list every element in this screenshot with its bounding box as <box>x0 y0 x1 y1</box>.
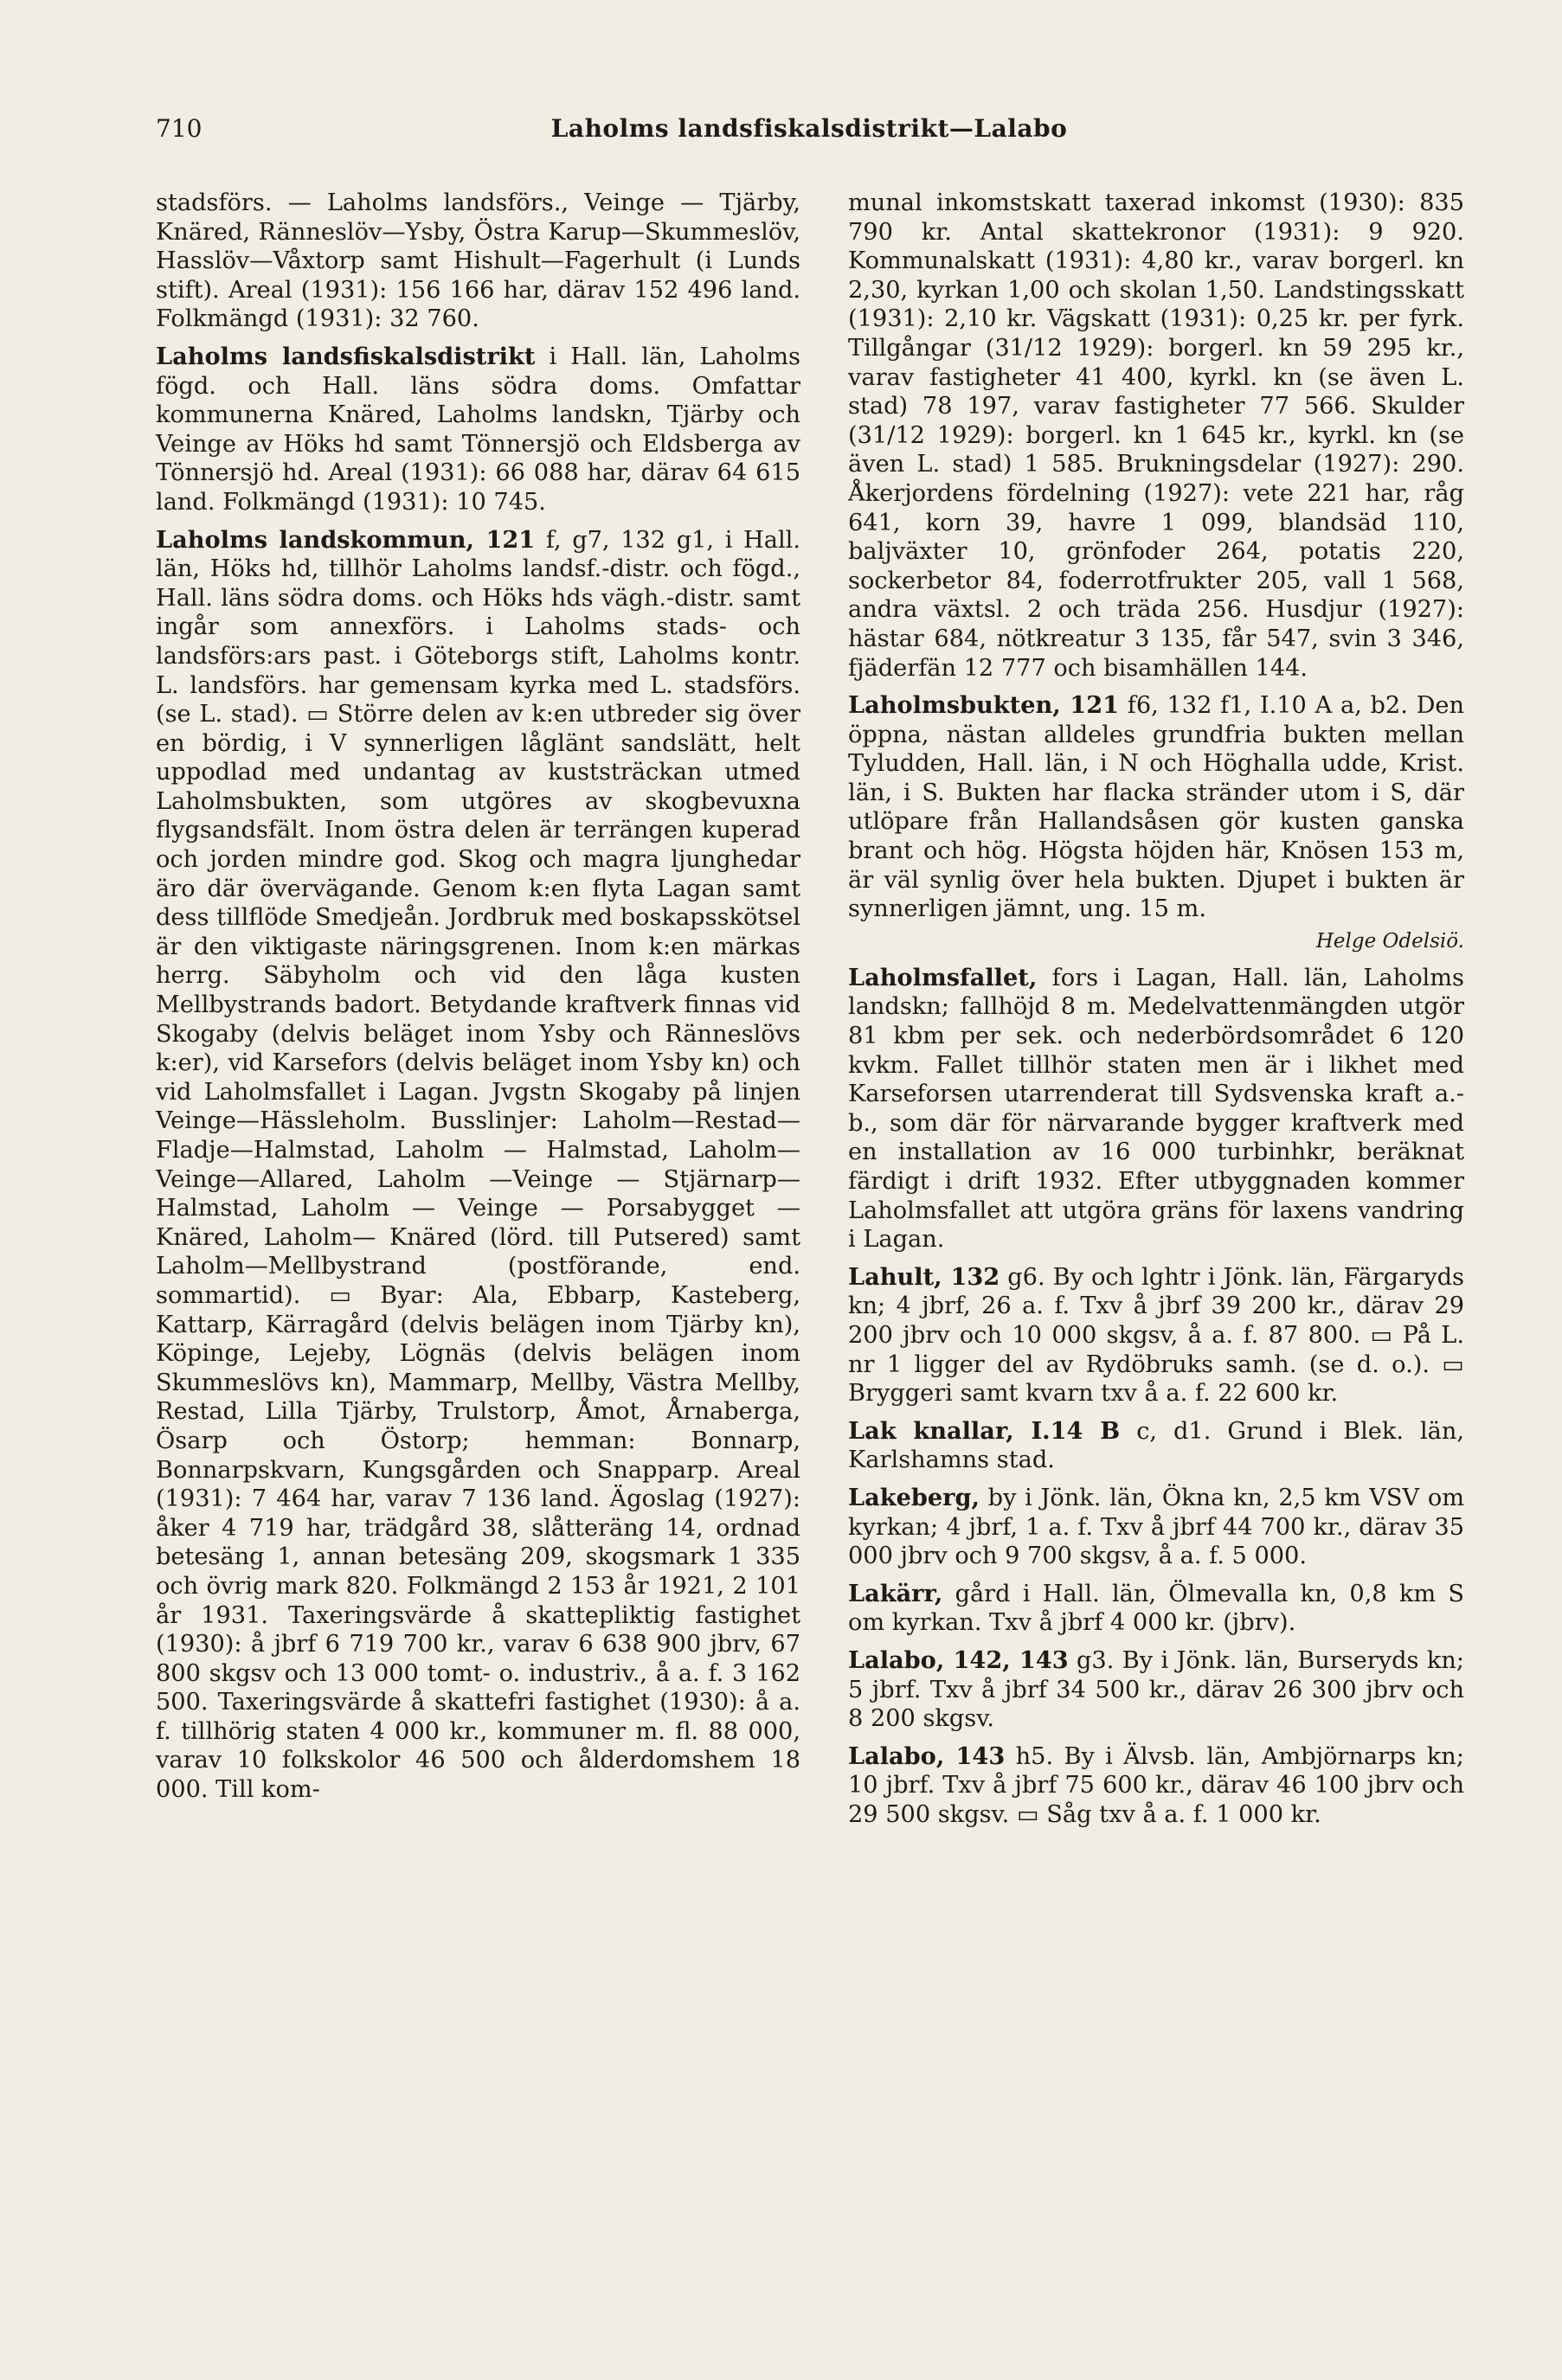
left-column <box>156 189 800 1813</box>
entry-text: fors i Lagan, Hall. län, Laholms landskn; fallhöjd 8 m. Medelvattenmängden utgör 81 kbm per sek. och nederbördsområdet 6 120 kvkm. Fallet tillhör staten men är i likhet med Karseforsen utarrenderat till Sydsvenska kraft a.-b., som där för närvarande bygger kraftverk med en installation av 16 000 turbinhkr, beräknat färdigt i drift 1932. Efter utbyggnaden kommer Laholmsfallet att utgöra gräns för laxens vandring i Lagan. <box>848 964 1464 1254</box>
entry-lalabo-alvsb <box>848 1742 1464 1830</box>
author-signature: Helge Odelsiö. <box>1315 929 1464 953</box>
entry-text: g6. By och lghtr i Jönk. län, Färgaryds kn; 4 jbrf, 26 a. f. Txv å jbrf 39 200 kr., därav 29 200 jbrv och 10 000 skgsv, å a. f. 87 800. ▭ På L. nr 1 ligger del av Rydöbruks samh. (se d. o.). ▭ Bryggeri samt kvarn txv å a. f. 22 600 kr. <box>848 1263 1464 1408</box>
entry-lakeberg <box>848 1484 1464 1571</box>
entry-continuation <box>848 189 1464 683</box>
entry-text: h5. By i Älvsb. län, Ambjörnarps kn; 10 jbrf. Txv å jbrf 75 600 kr., därav 46 100 jbrv och 29 500 skgsv. ▭ Såg txv å a. f. 1 000 kr. <box>848 1742 1464 1828</box>
page-header <box>156 114 1462 157</box>
entry-headword: Lahult, 132 <box>848 1262 1000 1291</box>
entry-text: by i Jönk. län, Ökna kn, 2,5 km VSV om kyrkan; 4 jbrf, 1 a. f. Txv å jbrf 44 700 kr., därav 35 000 jbrv och 9 700 skgsv, å a. f. 5 000. <box>848 1484 1464 1570</box>
page-number: 710 <box>156 114 202 143</box>
entry-laholmsbukten <box>848 691 1464 924</box>
entry-headword: Lakärr, <box>848 1579 943 1607</box>
running-head: Laholms landsfiskalsdistrikt—Lalabo <box>550 114 1068 143</box>
entry-text: f6, 132 f1, I.10 A a, b2. Den öppna, nästan alldeles grundfria bukten mellan Tyludden, Hall. län, i N och Höghalla udde, Krist. län, i S. Bukten har flacka stränder utom i S, där utlöpare från Hallandsåsen gör kusten ganska brant och hög. Högsta höjden här, Knösen 153 m, är väl synlig över hela bukten. Djupet i bukten är synnerligen jämnt, ung. 15 m. <box>848 692 1464 923</box>
entry-headword: Laholmsfallet, <box>848 963 1038 991</box>
entry-text: c, d1. Grund i Blek. län, Karlshamns stad. <box>848 1417 1464 1474</box>
entry-continuation <box>156 189 800 334</box>
entry-lak-knallar <box>848 1417 1464 1475</box>
entry-laholms-landskommun <box>156 526 800 1805</box>
right-column <box>848 189 1464 1838</box>
entry-lahult <box>848 1263 1464 1408</box>
entry-text: f, g7, 132 g1, i Hall. län, Höks hd, tillhör Laholms landsf.-distr. och fögd., Hall. läns södra doms. och Höks hds vägh.-distr. samt ingår som annexförs. i Laholms stads- och landsförs:ars past. i Göteborgs stift, Laholms kontr. L. landsförs. har gemensam kyrka med L. stadsförs. (se L. stad). ▭ Större delen av k:en utbreder sig över en bördig, i V synnerligen låglänt sandslätt, helt uppodlad med undantag av kuststräckan utmed Laholmsbukten, som utgöres av skogbevuxna flygsandsfält. Inom östra delen är terrängen kuperad och jorden mindre god. Skog och magra ljunghedar äro där övervägande. Genom k:en flyta Lagan samt dess tillflöde Smedjeån. Jordbruk med boskapsskötsel är den viktigaste näringsgrenen. Inom k:en märkas herrg. Säbyholm och vid den låga kusten Mellbystrands badort. Betydande kraftverk finnas vid Skogaby (delvis beläget inom Ysby och Ränneslövs k:er), vid Karsefors (delvis beläget inom Ysby kn) och vid Laholmsfallet i Lagan. Jvgstn Skogaby på linjen Veinge—Hässleholm. Busslinjer: Laholm—Restad—Fladje—Halmstad, Laholm — Halmstad, Laholm—Veinge—Allared, Laholm —Veinge — Stjärnarp—Halmstad, Laholm — Veinge — Porsabygget — Knäred, Laholm— Knäred (lörd. till Putsered) samt Laholm—Mellbystrand (postförande, end. sommartid). ▭ Byar: Ala, Ebbarp, Kasteberg, Kattarp, Kärragård (delvis belägen inom Tjärby kn), Köpinge, Lejeby, Lögnäs (delvis belägen inom Skummeslövs kn), Mammarp, Mellby, Västra Mellby, Restad, Lilla Tjärby, Trulstorp, Åmot, Årnaberga, Ösarp och Östorp; hemman: Bonnarp, Bonnarpskvarn, Kungsgården och Snapparp. Areal (1931): 7 464 har, varav 7 136 land. Ägoslag (1927): åker 4 719 har, trädgård 38, slåtteräng 14, ordnad betesäng 1, annan betesäng 209, skogsmark 1 335 och övrig mark 820. Folkmängd 2 153 år 1921, 2 101 år 1931. Taxeringsvärde å skattepliktig fastighet (1930): å jbrf 6 719 700 kr., varav 6 638 900 jbrv, 67 800 skgsv och 13 000 tomt- o. industriv., å a. f. 3 162 500. Taxeringsvärde å skattefri fastighet (1930): å a. f. tillhörig staten 4 000 kr., kommuner m. fl. 88 000, varav 10 folkskolor 46 500 och ålderdomshem 18 000. Till kom- <box>156 526 800 1804</box>
entry-headword: Laholmsbukten, 121 <box>848 691 1120 720</box>
entry-laholmsfallet <box>848 964 1464 1254</box>
entry-headword: Lakeberg, <box>848 1483 980 1511</box>
entry-headword: Lalabo, 143 <box>848 1742 1006 1770</box>
entry-text: g3. By i Jönk. län, Burseryds kn; 5 jbrf. Txv å jbrf 34 500 kr., därav 26 300 jbrv och 8 200 skgsv. <box>848 1646 1464 1733</box>
entry-text: munal inkomstskatt taxerad inkomst (1930): 835 790 kr. Antal skattekronor (1931): 9 920. Kommunalskatt (1931): 4,80 kr., varav borgerl. kn 2,30, kyrkan 1,00 och skolan 1,50. Landstingsskatt (1931): 2,10 kr. Vägskatt (1931): 0,25 kr. per fyrk. Tillgångar (31/12 1929): borgerl. kn 59 295 kr., varav fastigheter 41 400, kyrkl. kn (se även L. stad) 78 197, varav fastigheter 77 566. Skulder (31/12 1929): borgerl. kn 1 645 kr., kyrkl. kn (se även L. stad) 1 585. Brukningsdelar (1927): 290. Åkerjordens fördelning (1927): vete 221 har, råg 641, korn 39, havre 1 099, blandsäd 110, baljväxter 10, grönfoder 264, potatis 220, sockerbetor 84, foderrotfrukter 205, vall 1 568, andra växtsl. 2 och träda 256. Husdjur (1927): hästar 684, nötkreatur 3 135, får 547, svin 3 346, fjäderfän 12 777 och bisamhällen 144. <box>848 189 1464 682</box>
entry-headword: Lalabo, 142, 143 <box>848 1645 1069 1674</box>
entry-headword: Laholms landsfiskalsdistrikt <box>156 342 536 370</box>
entry-text: stadsförs. — Laholms landsförs., Veinge — Tjärby, Knäred, Ränneslöv—Ysby, Östra Karup—Skummeslöv, Hasslöv—Våxtorp samt Hishult—Fagerhult (i Lunds stift). Areal (1931): 156 166 har, därav 152 496 land. Folkmängd (1931): 32 760. <box>156 189 800 333</box>
entry-text: i Hall. län, Laholms fögd. och Hall. läns södra doms. Omfattar kommunerna Knäred, Laholms landskn, Tjärby och Veinge av Höks hd samt Tönnersjö och Eldsberga av Tönnersjö hd. Areal (1931): 66 088 har, därav 64 615 land. Folkmängd (1931): 10 745. <box>156 343 800 516</box>
entry-headword: Laholms landskommun, 121 <box>156 525 536 554</box>
entry-headword: Lak knallar, I.14 B <box>848 1416 1121 1445</box>
entry-lalabo-jonk <box>848 1646 1464 1734</box>
entry-laholms-landsfiskalsdistrikt <box>156 343 800 517</box>
entry-text: gård i Hall. län, Ölmevalla kn, 0,8 km S om kyrkan. Txv å jbrf 4 000 kr. (jbrv). <box>848 1580 1464 1637</box>
entry-lakarr <box>848 1580 1464 1638</box>
